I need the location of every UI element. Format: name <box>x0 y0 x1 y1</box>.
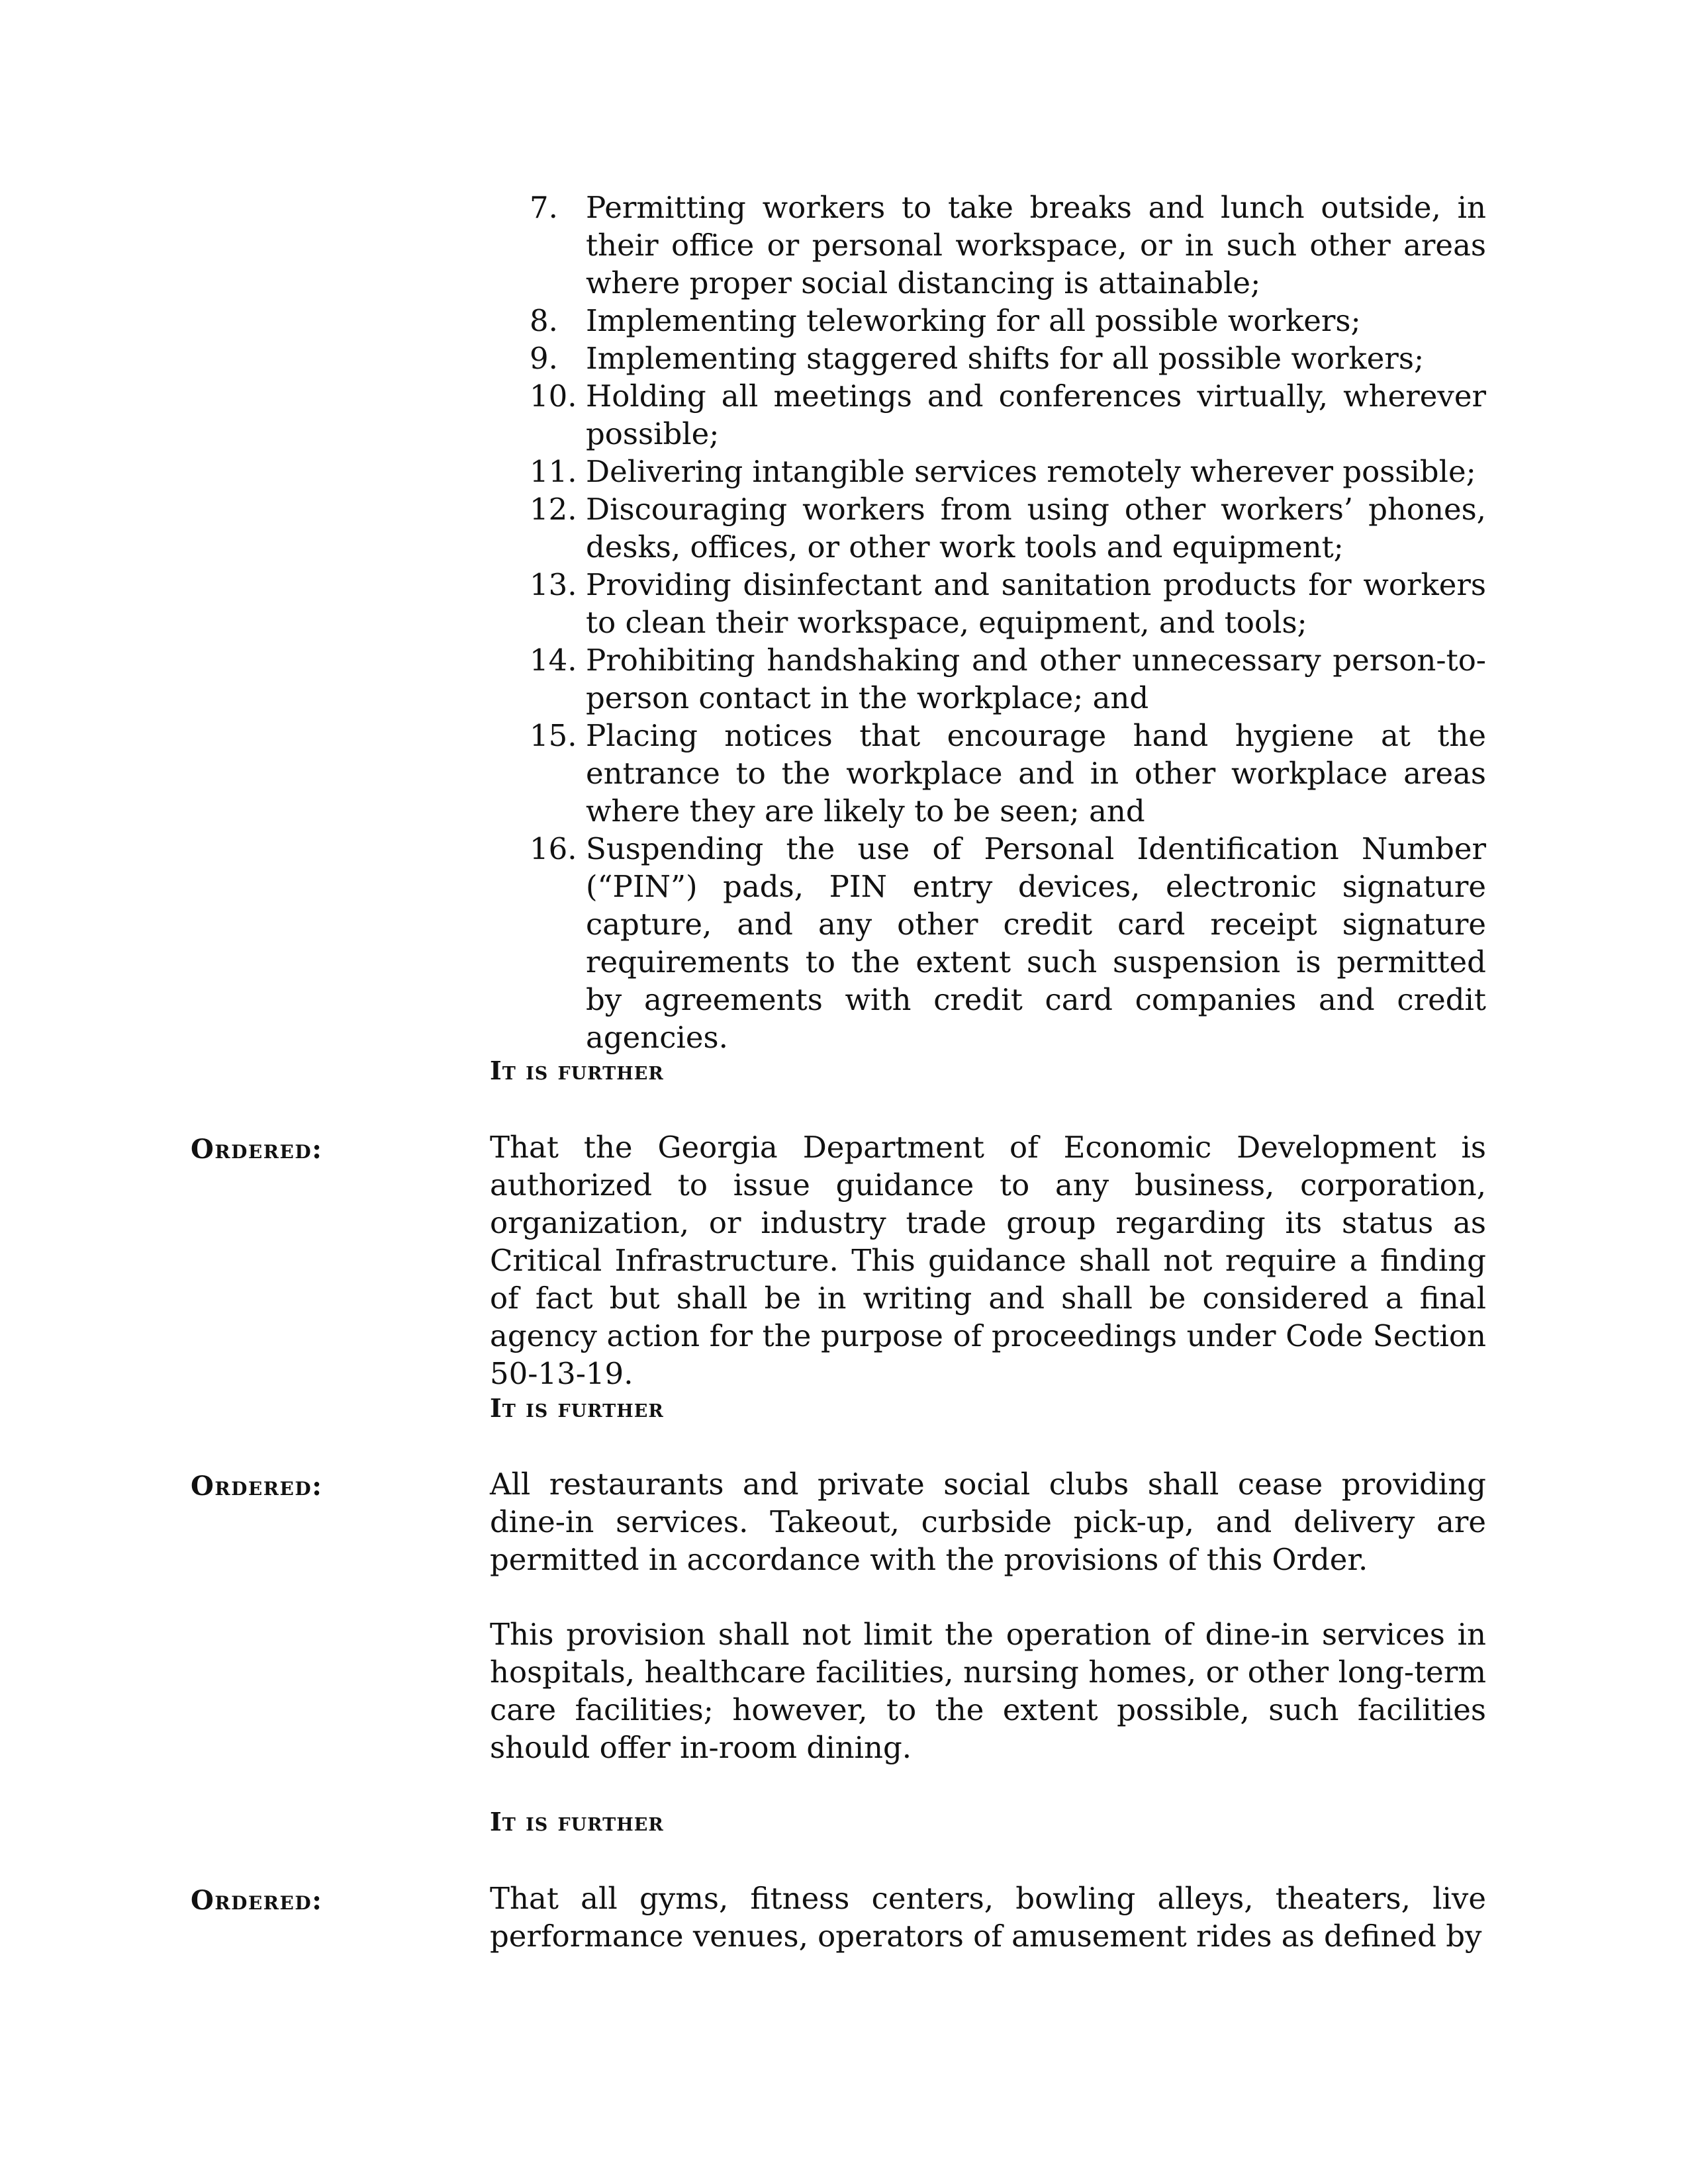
list-item-number: 8. <box>530 303 558 338</box>
list-item-number: 10. <box>530 379 577 414</box>
list-item-number: 14. <box>530 643 577 678</box>
list-item <box>530 830 1486 1056</box>
list-item <box>530 340 1486 377</box>
order-paragraph: All restaurants and private social clubs shall cease providing dine-in services. Takeout, curbside pick-up, and delivery are permitted in accordance with the provisions of this Order. <box>490 1467 1486 1577</box>
list-item-text: Suspending the use of Personal Identification Number (“PIN”) pads, PIN entry devices, electronic signature capture, and any other credit card receipt signature requirements to the extent such suspension is permitted by agreements with credit card companies and credit agencies. <box>586 831 1486 1055</box>
list-item-number: 16. <box>530 831 577 866</box>
list-item <box>530 189 1486 302</box>
list-item <box>530 302 1486 340</box>
list-item-text: Permitting workers to take breaks and lunch outside, in their office or personal workspace, or in such other areas where proper social distancing is attainable; <box>586 190 1486 300</box>
list-item <box>530 566 1486 641</box>
list-item-text: Implementing staggered shifts for all possible workers; <box>586 341 1425 376</box>
list-item-text: Discouraging workers from using other workers’ phones, desks, offices, or other work tools and equipment; <box>586 492 1486 565</box>
list-item-number: 13. <box>530 567 577 602</box>
list-item <box>530 717 1486 830</box>
order-paragraph: This provision shall not limit the operation of dine-in services in hospitals, healthcare facilities, nursing homes, or other long-term care facilities; however, to the extent possible, such facilities should offer in-room dining. <box>490 1617 1486 1765</box>
list-item-number: 7. <box>530 190 558 225</box>
list-item-text: Delivering intangible services remotely wherever possible; <box>586 454 1476 489</box>
list-item-text: Prohibiting handshaking and other unnecessary person-to-person contact in the workplace; and <box>586 643 1486 715</box>
list-item-number: 11. <box>530 454 577 489</box>
list-item-text: Holding all meetings and conferences virtually, wherever possible; <box>586 379 1486 451</box>
list-item-number: 9. <box>530 341 558 376</box>
ordered-label: Ordered: <box>191 1471 323 1502</box>
list-item-text: Implementing teleworking for all possible workers; <box>586 303 1361 338</box>
measures-list <box>530 189 1486 1056</box>
ordered-label: Ordered: <box>191 1134 323 1165</box>
list-item <box>530 377 1486 453</box>
list-item-number: 12. <box>530 492 577 527</box>
list-item <box>530 490 1486 566</box>
order-paragraph: That all gyms, fitness centers, bowling alleys, theaters, live performance venues, operators of amusement rides as defined by <box>490 1881 1486 1954</box>
list-item-text: Providing disinfectant and sanitation products for workers to clean their workspace, equipment, and tools; <box>586 567 1486 640</box>
list-item-number: 15. <box>530 718 577 753</box>
it-is-further-heading: It is further <box>490 1056 664 1085</box>
list-item-text: Placing notices that encourage hand hygiene at the entrance to the workplace and in other workplace areas where they are likely to be seen; and <box>586 718 1486 829</box>
list-item <box>530 641 1486 717</box>
it-is-further-heading: It is further <box>490 1807 664 1837</box>
it-is-further-heading: It is further <box>490 1393 664 1423</box>
list-item <box>530 453 1486 490</box>
ordered-label: Ordered: <box>191 1885 323 1916</box>
order-paragraph: That the Georgia Department of Economic Development is authorized to issue guidance to any business, corporation, organization, or industry trade group regarding its status as Critical Infrastructure. This guidance shall not require a finding of fact but shall be in writing and shall be considered a final agency action for the purpose of proceedings under Code Section 50-13-19. <box>490 1130 1486 1391</box>
